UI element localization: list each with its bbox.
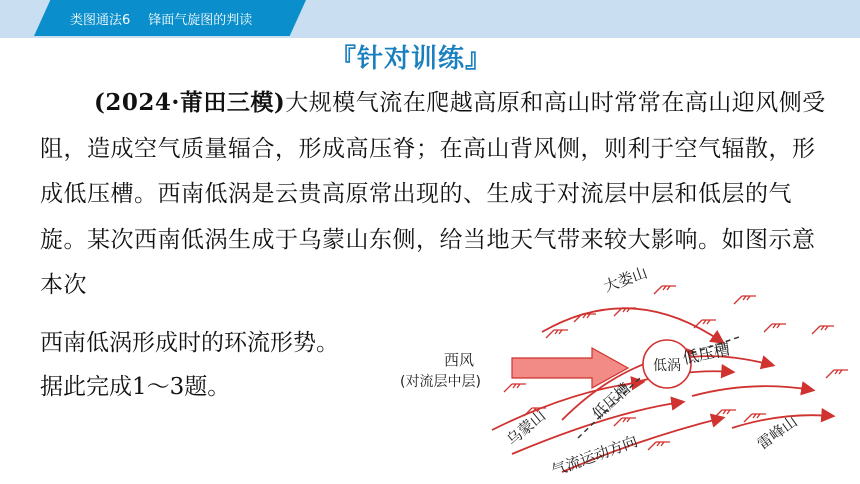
question-line3: 据此完成1～3题。: [40, 374, 231, 400]
trough-label-lower: 低压槽: [588, 379, 635, 423]
west-wind-note: (对流层中层): [400, 374, 481, 390]
trough-label-upper: 低压槽: [680, 339, 732, 368]
top-bar: [0, 0, 860, 38]
wumengshan-label: 乌蒙山: [503, 406, 550, 450]
section-tab-text: [70, 9, 252, 28]
west-wind-label: 西风: [444, 351, 475, 369]
leifengshan-label: 雷峰山: [753, 412, 801, 454]
flow-arrow-top: [542, 308, 722, 342]
question-body: 大规模气流在爬越高原和高山时常常在高山迎风侧受阻，造成空气质量辐合，形成高压脊；在高山背风侧，则利于空气辐散，形成低压槽。西南低涡是云贵高原常出现的、生成于对流层中层和低层的气旋。某次西南低涡生成于乌蒙山东侧，给当地天气带来较大影响。如图示意本次: [40, 90, 826, 298]
question-source: (2024·莆田三模): [94, 89, 286, 116]
section-label: 类图通法6: [70, 13, 131, 28]
circulation-diagram: [392, 240, 852, 480]
flow-direction-label: 气流运动方向: [549, 432, 640, 480]
question-line2: 西南低涡形成时的环流形势。: [40, 330, 339, 356]
west-wind-arrow: [512, 348, 628, 388]
flow-arrow-right: [692, 386, 812, 396]
daloushan-label: 大娄山: [601, 263, 650, 296]
section-title: 『针对训练』: [330, 44, 493, 74]
topic-label: 锋面气旋图的判读: [148, 13, 253, 28]
low-vortex-label: 低涡: [653, 358, 681, 374]
